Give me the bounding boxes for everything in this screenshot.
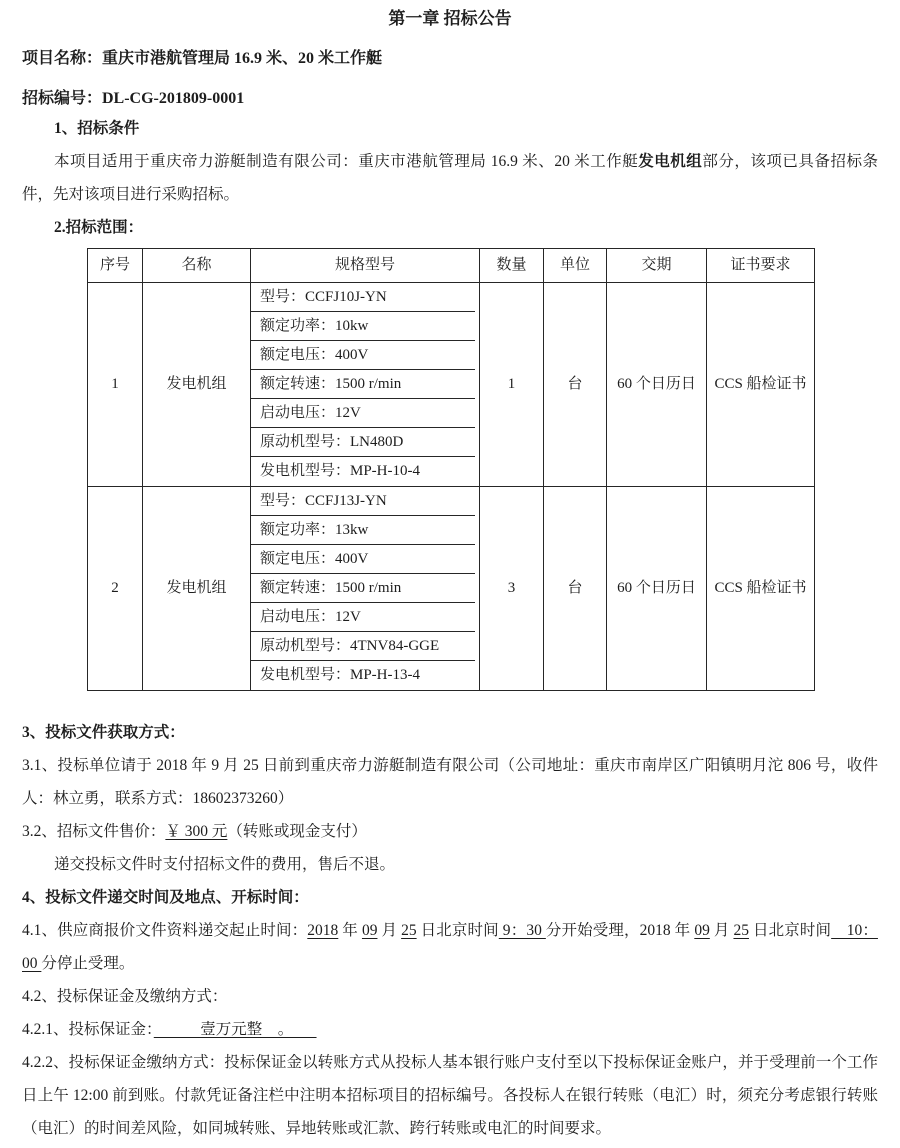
table-row — [88, 283, 815, 487]
cell-specs — [251, 283, 480, 487]
table-header-row — [88, 249, 815, 283]
p41-day2: 25 — [733, 922, 749, 939]
table-row — [88, 487, 815, 691]
cell-delivery: 60 个日历日 — [607, 283, 707, 487]
p41-time1: 9：30 — [498, 922, 546, 939]
cell-unit: 台 — [544, 487, 607, 691]
paragraph-4-2-2: 4.2.2、投标保证金缴纳方式：投标保证金以转账方式从投标人基本银行账户支付至以下投标保证金账户，并于受理前一个工作日上午 12:00 前到账。付款凭证备注栏中注明本招标项目的招标编号。各投标人在银行转账（电汇）时，须充分考虑银行转账（电汇）的时间差风险，如同城转账、异地转账或汇款、跨行转账或电汇的时间要求。 — [22, 1054, 878, 1137]
section2-heading: 2.招标范围： — [54, 219, 144, 236]
cell-name: 发电机组 — [143, 487, 251, 691]
tender-number-line: 招标编号：DL-CG-201809-0001 — [22, 90, 245, 107]
p41-lead: 4.1、供应商报价文件资料递交起止时间： — [22, 922, 308, 939]
p41-sep: 月 — [377, 922, 402, 939]
section1-body-post: 部分，该项已具备招标条件，先对该项目进行采购招标。 — [22, 153, 878, 203]
section1-body-bold: 发电机组 — [638, 153, 703, 170]
fee-note: 递交投标文件时支付招标文件的费用，售后不退。 — [54, 856, 396, 873]
paragraph-3-2-lead: 3.2、招标文件售价： — [22, 823, 166, 840]
cell-specs — [251, 487, 480, 691]
p41-sep: 日北京时间 — [416, 922, 499, 939]
price-underline: ￥ 300 元 — [165, 823, 228, 840]
spec-item: 额定转速：1500 r/min — [251, 574, 475, 603]
spec-item: 发电机型号：MP-H-10-4 — [260, 463, 420, 479]
header-cert: 证书要求 — [707, 249, 815, 283]
paragraph-4-2-1 — [22, 1013, 878, 1046]
p41-time2: 10：00 — [22, 922, 878, 972]
spec-item: 额定功率：10kw — [251, 312, 475, 341]
p41-tail: 分停止受理。 — [41, 955, 135, 972]
header-unit: 单位 — [544, 249, 607, 283]
cell-cert: CCS 船检证书 — [707, 487, 815, 691]
section1-body-pre: 本项目适用于重庆帝力游艇制造有限公司：重庆市港航管理局 16.9 米、20 米工作艇 — [54, 153, 639, 170]
header-name: 名称 — [143, 249, 251, 283]
p41-mid: 分开始受理，2018 年 — [545, 922, 695, 939]
section1-heading: 1、招标条件 — [54, 120, 140, 137]
spec-item: 额定电压：400V — [251, 545, 475, 574]
spec-item: 额定转速：1500 r/min — [251, 370, 475, 399]
spec-item: 启动电压：12V — [251, 603, 475, 632]
cell-cert: CCS 船检证书 — [707, 283, 815, 487]
paragraph-4-1 — [22, 914, 878, 980]
spec-item: 型号：CCFJ13J-YN — [251, 487, 475, 516]
tender-scope-table — [87, 248, 815, 691]
paragraph-3-2 — [22, 815, 878, 848]
cell-qty: 1 — [480, 283, 544, 487]
p41-year1: 2018 — [307, 922, 339, 939]
p41-month2: 09 — [694, 922, 710, 939]
cell-unit: 台 — [544, 283, 607, 487]
spec-item: 额定电压：400V — [251, 341, 475, 370]
chapter-title: 第一章 招标公告 — [388, 9, 512, 28]
paragraph-3-1: 3.1、投标单位请于 2018 年 9 月 25 日前到重庆帝力游艇制造有限公司（公司地址：重庆市南岸区广阳镇明月沱 806 号，收件人：林立勇，联系方式：18602373260） — [22, 757, 878, 807]
p41-sep: 日北京时间 — [748, 922, 832, 939]
spec-item: 启动电压：12V — [251, 399, 475, 428]
p421-lead: 4.2.1、投标保证金： — [22, 1021, 154, 1038]
spec-item: 发电机型号：MP-H-13-4 — [260, 667, 420, 683]
header-delivery: 交期 — [607, 249, 707, 283]
cell-qty: 3 — [480, 487, 544, 691]
bid-bond-blank: 壹万元整 。 — [153, 1021, 317, 1038]
cell-delivery: 60 个日历日 — [607, 487, 707, 691]
header-no: 序号 — [88, 249, 143, 283]
project-name-line: 项目名称：重庆市港航管理局 16.9 米、20 米工作艇 — [22, 50, 383, 67]
p41-sep: 月 — [709, 922, 734, 939]
cell-name: 发电机组 — [143, 283, 251, 487]
cell-no: 2 — [88, 487, 143, 691]
spec-item: 额定功率：13kw — [251, 516, 475, 545]
header-spec: 规格型号 — [251, 249, 480, 283]
p41-sep: 年 — [338, 922, 362, 939]
section3-heading: 3、投标文件获取方式： — [22, 724, 185, 741]
p41-month1: 09 — [361, 922, 378, 939]
spec-item: 原动机型号：LN480D — [251, 428, 475, 457]
paragraph-4-2: 4.2、投标保证金及缴纳方式： — [22, 988, 228, 1005]
spec-item: 型号：CCFJ10J-YN — [251, 283, 475, 312]
p41-day1: 25 — [401, 922, 417, 939]
header-qty: 数量 — [480, 249, 544, 283]
section4-heading: 4、投标文件递交时间及地点、开标时间： — [22, 889, 309, 906]
section1-body — [22, 145, 878, 211]
spec-item: 原动机型号：4TNV84-GGE — [251, 632, 475, 661]
cell-no: 1 — [88, 283, 143, 487]
paragraph-3-2-tail: （转账或现金支付） — [227, 823, 367, 840]
